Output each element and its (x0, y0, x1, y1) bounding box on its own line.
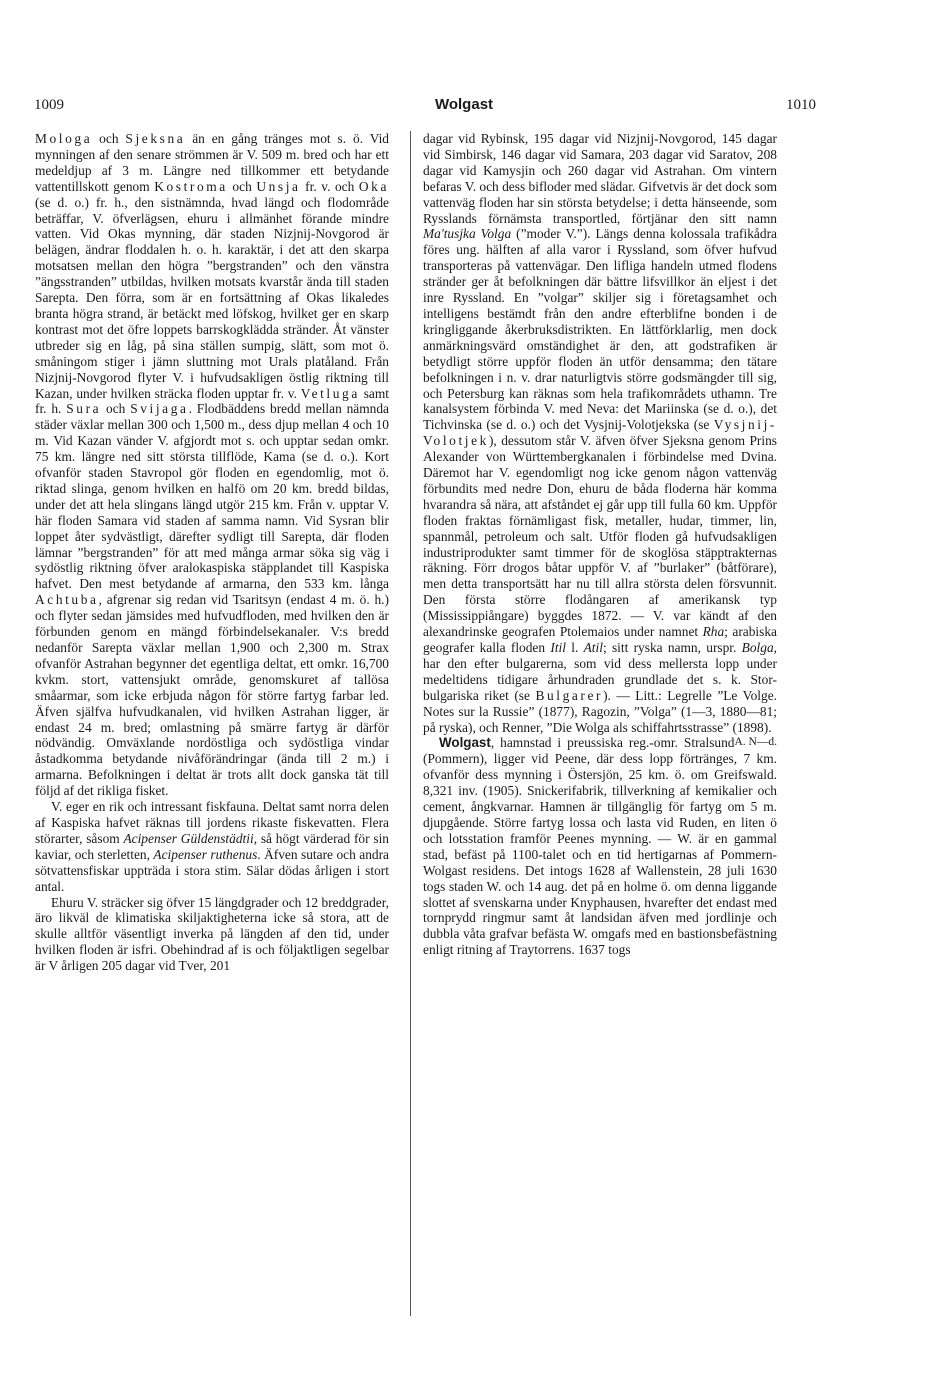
page-title: Wolgast (434, 96, 494, 113)
paragraph: dagar vid Rybinsk, 195 dagar vid Nizjnij-Novgorod, 145 dagar vid Simbirsk, 146 dagar vid Samara, 203 dagar vid Saratov, 208 dagar vid Kamysjin och 260 dagar vid Astrahan. Om vintern befaras V. och dess bifloder med slädar. Gifvetvis är det dock som vattenväg floden har sin största betydelse; i detta hänseende, som Rysslands förnämsta transportled, förtjänar den sitt namn Ma'tusjka Volga (”moder V.”). Längs denna kolossala trafikådra föres ung. hälften af alla varor i Ryssland, som öfver hufvud transporteras på vattenvägar. Den lifliga handeln utmed flodens stränder ger åt befolkningen där bättre lifsvillkor än eljest i det inre Ryssland. En ”volgar” skiljer sig i företagsamhet och intelligens bestämdt från den andre efterblifne bonden i de kringliggande åkerbruksdistrikten. En lättförklarlig, men dock anmärkningsvärd omständighet är den, att godstrafiken är betydligt större uppför floden än utför densamma; den tätare befolkningen i n. v. drar naturligtvis större godsmängder till sig, och Petersburg kan räknas som hela trafikområdets uthamn. Tre kanalsystem förbinda V. med Neva: det Mariinska (se d. o.), det Tichvinska (se d. o.) och det Vysjnij-Volotjekska (se Vysjnij-Volotjek), dessutom står V. äfven öfver Sjeksna genom Prins Alexander von Württembergkanalen i förbindelse med Dvina. Däremot har V. egendomligt nog icke genom någon vattenväg förbundits med nedre Don, ehuru de båda floderna här komma hvarandra så nära, att afståndet ej går upp till fulla 60 km. Uppför floden fraktas förnämligast fisk, metaller, hudar, timmer, lin, spannmål, petroleum och salt. Utför floden gå hufvudsakligen industriprodukter samt timmer för de skoglösa stäpptrakternas räkning. Förr drogos båtar uppför V. af ”burlaker” (båtförare), men detta transportsätt har nu till allra största delen försvunnit. Den första större flodångaren af amerikansk typ (Mississippiångare) byggdes 1872. — V. var kändt af den alexandrinske geografen Ptolemaios under namnet Rha; arabiska geografer kalla floden Itil l. Atil; sitt ryska namn, urspr. Bolga, har den efter bulgarerna, som vid dess mellersta lopp under medeltidens tidigare århundraden grundlade det s. k. Stor-bulgariska riket (se Bulgarer). — Litt.: Legrelle ”Le Volge. Notes sur la Russie” (1877), Ragozin, ”Volga” (1—3, 1880—81; på ryska), och Renner, ”Die Wolga als schiffahrtsstrasse” (1898). A. N—d. (423, 131, 777, 735)
entry-headword: Wolgast (439, 735, 491, 751)
paragraph: Wolgast, hamnstad i preussiska reg.-omr. Stralsund (Pommern), ligger vid Peene, där dess lopp förtränges, 7 km. ofvanför dess mynning i Östersjön, 25 km. ö. om Greifswald. 8,321 inv. (1905). Snickerifabrik, tillverkning af kemikalier och cement, ångkvarnar. Hamnen är tillgänglig för fartyg om 5 m. djupgående. Större fartyg lossa och lasta vid Ruden, en liten ö och lotsstation framför Peenes mynning. — W. är en gammal stad, befäst på 1100-talet och en tid hertigarnas af Pommern-Wolgast residens. Det intogs 1628 af Wallenstein, 28 juli 1630 togs staden W. och 14 aug. det på en holme ö. om denna liggande slottet af svenskarna under Knyphausen, hvarefter det endast med tornprydd ringmur samt åt landsidan äfven med jordlinje och dubbla våta grafvar befästa W. omgafs med en bastionsbefästning enligt ritning af Traytorrens. 1637 togs (423, 735, 777, 958)
paragraph: V. eger en rik och intressant fiskfauna. Deltat samt norra delen af Kaspiska hafvet räknas till jordens rikaste fiskevatten. Flera störarter, såsom Acipenser Güldenstädtii, så högt värderad för sin kaviar, och sterletten, Acipenser ruthenus. Äfven sutare och andra sötvattensfiskar uppträda i stora stim. Sälar dödas årligen i stort antal. (35, 799, 389, 894)
page-number-right: 1010 (786, 97, 816, 113)
column-right (423, 131, 777, 958)
column-left (35, 131, 389, 974)
column-divider (410, 131, 411, 1316)
paragraph: Ehuru V. sträcker sig öfver 15 längdgrader och 12 breddgrader, äro likväl de klimatiska skiljaktigheterna icke så stora, att de skulle alltför väsentligt inverka på längden af den tid, under hvilken floden är isfri. Obehindrad af is och följaktligen segelbar är V årligen 205 dagar vid Tver, 201 (35, 894, 389, 974)
paragraph: Mologa och Sjeksna än en gång tränges mot s. ö. Vid mynningen af den senare strömmen är V. 509 m. bred och har ett medeldjup af 3 m. Längre ned tillkommer ett betydande vattentillskott genom Kostroma och Unsja fr. v. och Oka (se d. o.) fr. h., den sistnämnda, hvad längd och flodområde beträffar, V. öfverlägsen, ehuru i allmänhet förande mindre vatten. Vid Okas mynning, där staden Nizjnij-Novgorod är belägen, ändrar floddalen h. o. h. karaktär, i det att den skarpa motsatsen mellan den högra ”bergstranden” och den vänstra ”ängsstranden” utbildas, hvilken motsats kvarstår ända till staden Sarepta. Den förra, som är en fortsättning af Okas likaledes branta högra strand, är betäckt med löfskog, hvilket ger en skarp kontrast mot det öfre loppets barrskogklädda stränder. Åt vänster utbreder sig en låg, på sina ställen sumpig, slätt, som mot ö. småningom stiger i jämn sluttning mot Urals platåland. Från Nizjnij-Novgorod flyter V. i hufvudsakligen östlig riktning till Kazan, under hvilken sträcka floden upptar fr. v. Vetluga samt fr. h. Sura och Svijaga. Flodbäddens bredd mellan nämnda städer växlar mellan 300 och 1,500 m., dess djup mellan 4 och 10 m. Vid Kazan vänder V. afgjordt mot s. och upptar sedan omkr. 75 km. längre ned sitt största tillflöde, Kama (se d. o.). Kort ofvanför staden Stavropol gör floden en egendomlig, mot ö. riktad slinga, genom hvilken en halfö om 20 km. bredd bildas, under det att hela slingans längd utgör 215 km. Från v. upptar V. här floden Samara vid staden af samma namn. Vid Sysran blir loppet åter sydvästligt, därefter sydligt till Sarepta, där floden lämnar ”bergstranden” för att med många armar söka sig väg i sydöstlig riktning öfver aralokaspiska stäpplandet till Kaspiska hafvet. Den mest betydande af armarna, den 533 km. långa Achtuba, afgrenar sig redan vid Tsaritsyn (endast 4 m. ö. h.) och flyter sedan jämsides med hufvudfloden, med hvilken den är förbunden genom en mängd förbindelsekanaler. V:s bredd nedanför Sarepta växlar mellan 1,900 och 2,300 m. Strax ofvanför Astrahan begynner det egentliga deltat, ett omkr. 16,700 kvkm. stort, vattensjukt område, genomskuret af tallösa småarmar, som icke erbjuda någon för större fartyg farbar led. Äfven själfva hufvudkanalen, vid hvilken Astrahan ligger, är endast 24 m. bred; omlastning på smärre fartyg är därför nödvändig. Omväxlande nordöstliga och sydöstliga vindar åstadkomma betydande nivåförändringar (ända till 2 m.) i armarna. Befolkningen i deltat är trots allt dock ganska tät till följd af det rikliga fisket. (35, 131, 389, 799)
page-number-left: 1009 (34, 97, 64, 113)
author-signature: A. N—d. (734, 736, 777, 749)
